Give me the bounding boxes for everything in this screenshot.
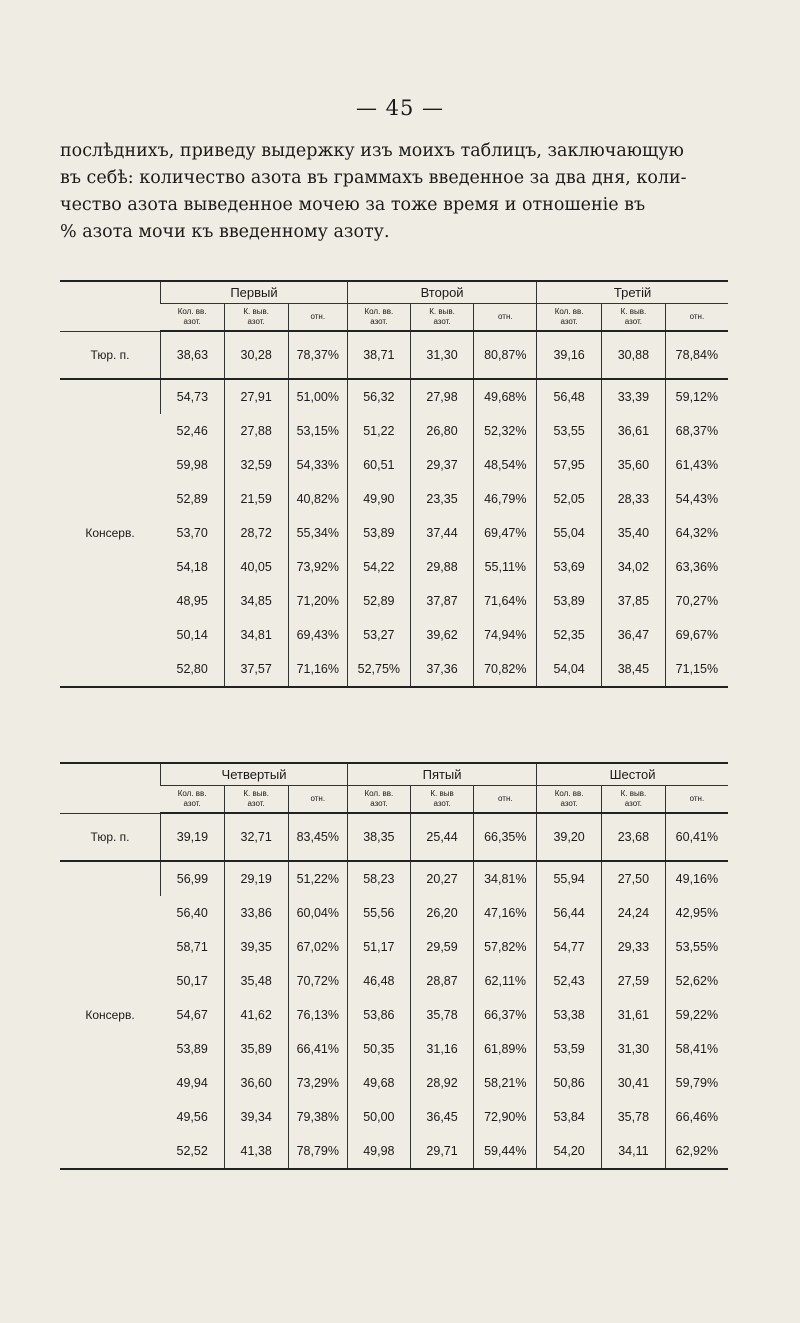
table-cell: 37,87 (410, 584, 474, 618)
table-cell: 61,89% (474, 1032, 537, 1066)
column-header (161, 786, 225, 814)
table-cell: 54,73 (161, 379, 225, 414)
column-header-line: азот. (624, 317, 642, 326)
table-cell: 71,15% (665, 652, 728, 687)
intro-paragraph (60, 138, 728, 246)
table-cell: 39,16 (537, 331, 602, 379)
table-cell: 55,56 (348, 896, 411, 930)
table-row (60, 964, 728, 998)
corner-cell (60, 281, 161, 331)
table-row (60, 618, 728, 652)
table-cell: 24,24 (602, 896, 666, 930)
column-header-line: азот. (560, 799, 578, 808)
page-number: — 45 — (355, 96, 445, 120)
table-cell: 38,71 (347, 331, 410, 379)
table-cell: 54,77 (537, 930, 602, 964)
table-cell: 71,20% (288, 584, 347, 618)
nitrogen-table-1 (60, 280, 728, 688)
column-header (537, 304, 602, 332)
table-cell: 28,33 (602, 482, 666, 516)
table-row (60, 861, 728, 896)
table-cell: 52,35 (537, 618, 602, 652)
table-cell: 31,61 (602, 998, 666, 1032)
group-header: Третій (537, 281, 728, 304)
table-cell: 51,00% (288, 379, 347, 414)
table-cell: 35,78 (410, 998, 474, 1032)
table-cell: 36,47 (602, 618, 666, 652)
table-cell: 31,30 (410, 331, 474, 379)
group-header: Шестой (537, 763, 728, 786)
subheader-row (60, 786, 728, 814)
table-cell: 60,51 (347, 448, 410, 482)
table-cell: 52,52 (176, 1144, 208, 1158)
table-row (60, 1066, 728, 1100)
table-cell: 36,45 (410, 1100, 474, 1134)
table-cell: 31,30 (602, 1032, 666, 1066)
subheader-row (60, 304, 728, 332)
table-cell: 60,04% (288, 896, 347, 930)
column-header-line: К. выв. (243, 307, 269, 316)
table-row (60, 482, 728, 516)
table-cell: 54,67 (176, 1008, 208, 1022)
table-cell: 53,89 (347, 516, 410, 550)
column-header-line: отн. (689, 312, 705, 321)
table-cell: 73,92% (288, 550, 347, 584)
table-cell: 78,37% (288, 331, 347, 379)
table-cell: 68,37% (665, 414, 728, 448)
table-cell: 41,62 (224, 998, 288, 1032)
table-cell: 37,57 (224, 652, 288, 687)
table-cell: 71,64% (474, 584, 537, 618)
table-cell: 53,59 (537, 1032, 602, 1066)
column-header-line: азот. (370, 799, 388, 808)
table-cell: 29,59 (410, 930, 474, 964)
column-header (347, 304, 410, 332)
table-cell: 59,79% (665, 1066, 728, 1100)
table-cell: 53,15% (288, 414, 347, 448)
column-header-line: отн. (689, 794, 705, 803)
table-cell: 50,35 (348, 1032, 411, 1066)
table-cell: 52,75% (347, 652, 410, 687)
column-header (348, 786, 411, 814)
column-header-line: отн. (310, 794, 326, 803)
table-cell: 79,38% (288, 1100, 347, 1134)
row-label-tyr: Тюр. п. (60, 331, 161, 379)
table-cell: 34,85 (224, 584, 288, 618)
column-header (288, 304, 347, 332)
table-cell: 78,79% (288, 1134, 347, 1169)
table-cell: 54,20 (537, 1134, 602, 1169)
column-header-line: азот. (433, 799, 451, 808)
table-cell: 29,37 (410, 448, 474, 482)
table-cell: 31,16 (410, 1032, 474, 1066)
table-cell: 56,48 (537, 379, 602, 414)
table-cell: 63,36% (665, 550, 728, 584)
table-cell: 34,11 (602, 1134, 666, 1169)
table-cell: 38,45 (602, 652, 666, 687)
table-cell: 27,59 (602, 964, 666, 998)
table-row (60, 998, 728, 1032)
table-cell: 54,43% (665, 482, 728, 516)
table-cell: 29,88 (410, 550, 474, 584)
column-header-line: отн. (498, 794, 513, 803)
column-header-line: Кол. вв. (177, 307, 207, 316)
table-cell: 26,20 (410, 896, 474, 930)
table-cell: 26,80 (410, 414, 474, 448)
table-cell: 29,33 (602, 930, 666, 964)
table-cell: 60,41% (665, 813, 728, 861)
column-header (288, 786, 347, 814)
column-header-line: Кол. вв. (364, 789, 394, 798)
nitrogen-table-2 (60, 762, 728, 1170)
column-header-line: К. выв. (243, 789, 269, 798)
table-cell: 53,70 (176, 526, 208, 540)
table-row (60, 1032, 728, 1066)
column-header-line: Кол. вв. (554, 789, 584, 798)
table-row (60, 550, 728, 584)
table-row (60, 379, 728, 414)
column-header (602, 786, 666, 814)
table-cell: 69,67% (665, 618, 728, 652)
table-cell: 62,11% (474, 964, 537, 998)
table-cell: 76,13% (288, 998, 347, 1032)
table-cell: 53,86 (348, 998, 411, 1032)
table-cell: 56,40 (176, 906, 208, 920)
column-header-line: азот. (560, 317, 578, 326)
table-cell: 58,71 (176, 940, 208, 954)
table-cell: 40,05 (224, 550, 288, 584)
table-cell: 53,89 (537, 584, 602, 618)
table-cell: 70,27% (665, 584, 728, 618)
table-cell: 49,90 (347, 482, 410, 516)
row-label-konserv: Консерв. (85, 526, 135, 540)
table-cell: 58,41% (665, 1032, 728, 1066)
table-row (60, 930, 728, 964)
table-cell: 27,88 (224, 414, 288, 448)
table-cell: 58,21% (474, 1066, 537, 1100)
paragraph-line: въ себѣ: количество азота въ граммахъ введенное за два дня, коли- (60, 168, 687, 188)
table-cell: 54,33% (288, 448, 347, 482)
table-cell: 34,81 (224, 618, 288, 652)
paragraph-line: чество азота выведенное мочею за тоже время и отношеніе въ (60, 195, 646, 215)
table-cell: 59,12% (665, 379, 728, 414)
table-cell: 67,02% (288, 930, 347, 964)
group-header: Первый (161, 281, 348, 304)
table-cell: 55,04 (537, 516, 602, 550)
table-cell: 34,81% (474, 861, 537, 896)
table-cell: 54,18 (176, 560, 208, 574)
table-cell: 28,87 (410, 964, 474, 998)
table-cell: 66,37% (474, 998, 537, 1032)
table-cell: 23,35 (410, 482, 474, 516)
column-header-line: К. выв. (620, 789, 647, 798)
table-cell: 58,23 (348, 861, 411, 896)
table-cell: 35,40 (602, 516, 666, 550)
column-header-line: отн. (310, 312, 326, 321)
column-header-line: Кол. вв. (364, 307, 394, 316)
table-cell: 51,17 (348, 930, 411, 964)
table-cell: 27,50 (602, 861, 666, 896)
table-cell: 69,47% (474, 516, 537, 550)
table-cell: 69,43% (288, 618, 347, 652)
table-cell: 50,14 (176, 628, 208, 642)
table-cell: 52,05 (537, 482, 602, 516)
table-cell: 55,11% (474, 550, 537, 584)
column-header (602, 304, 666, 332)
row-label-tyr: Тюр. п. (60, 813, 161, 861)
table-cell: 33,86 (224, 896, 288, 930)
table-cell: 56,44 (537, 896, 602, 930)
group-header-row (60, 763, 728, 786)
table-cell: 36,61 (602, 414, 666, 448)
tyr-row (60, 813, 728, 861)
table-cell: 48,95 (176, 594, 208, 608)
table-cell: 49,68% (474, 379, 537, 414)
table-cell: 52,80 (176, 662, 208, 676)
table-cell: 29,19 (224, 861, 288, 896)
table-cell: 50,00 (348, 1100, 411, 1134)
table-cell: 71,16% (288, 652, 347, 687)
table-cell: 57,95 (537, 448, 602, 482)
table-cell: 29,71 (410, 1134, 474, 1169)
table-cell: 66,35% (474, 813, 537, 861)
table-cell: 38,63 (161, 331, 225, 379)
table-cell: 53,55 (537, 414, 602, 448)
table-cell: 52,43 (537, 964, 602, 998)
table-row (60, 516, 728, 550)
column-header-line: К. выв. (620, 307, 647, 316)
paragraph-line: послѣднихъ, приведу выдержку изъ моихъ таблицъ, заключающую (60, 141, 684, 161)
table-cell: 27,91 (224, 379, 288, 414)
table-cell: 28,92 (410, 1066, 474, 1100)
table-cell: 49,16% (665, 861, 728, 896)
column-header-line: азот. (624, 799, 642, 808)
table-row (60, 896, 728, 930)
table-cell: 57,82% (474, 930, 537, 964)
table-cell: 50,17 (176, 974, 208, 988)
table-row (60, 1100, 728, 1134)
table-cell: 52,46 (176, 424, 208, 438)
table-cell: 56,32 (347, 379, 410, 414)
column-header (410, 786, 474, 814)
column-header (224, 786, 288, 814)
column-header-line: азот. (183, 799, 201, 808)
table-cell: 32,59 (224, 448, 288, 482)
table-cell: 25,44 (410, 813, 474, 861)
table-row (60, 584, 728, 618)
table-cell: 37,44 (410, 516, 474, 550)
column-header (537, 786, 602, 814)
column-header-line: азот. (247, 317, 265, 326)
table-cell: 35,60 (602, 448, 666, 482)
table-cell: 70,72% (288, 964, 347, 998)
column-header (665, 304, 728, 332)
table-cell: 32,71 (224, 813, 288, 861)
row-label-konserv: Консерв. (85, 1008, 135, 1022)
table-cell: 54,04 (537, 652, 602, 687)
table-cell: 37,36 (410, 652, 474, 687)
table-cell: 74,94% (474, 618, 537, 652)
group-header: Второй (347, 281, 536, 304)
table-row (60, 1134, 728, 1169)
table-cell: 55,34% (288, 516, 347, 550)
column-header-line: Кол. вв. (177, 789, 207, 798)
column-header (161, 304, 225, 332)
table-cell: 42,95% (665, 896, 728, 930)
group-header: Пятый (348, 763, 537, 786)
table-cell: 35,89 (224, 1032, 288, 1066)
table-cell: 35,48 (224, 964, 288, 998)
table-cell: 53,69 (537, 550, 602, 584)
table-cell: 59,22% (665, 998, 728, 1032)
column-header (410, 304, 474, 332)
column-header (224, 304, 288, 332)
table-cell: 39,34 (224, 1100, 288, 1134)
table-cell: 23,68 (602, 813, 666, 861)
column-header-line: К. выв (430, 789, 454, 798)
table-cell: 49,94 (176, 1076, 208, 1090)
table-cell: 73,29% (288, 1066, 347, 1100)
column-header-line: азот. (183, 317, 201, 326)
table-cell: 64,32% (665, 516, 728, 550)
table-cell: 46,48 (348, 964, 411, 998)
table-cell: 53,89 (176, 1042, 208, 1056)
table-cell: 51,22 (347, 414, 410, 448)
table-cell: 83,45% (288, 813, 347, 861)
tyr-row (60, 331, 728, 379)
table-cell: 27,98 (410, 379, 474, 414)
table-cell: 56,99 (161, 861, 225, 896)
table-cell: 47,16% (474, 896, 537, 930)
table-cell: 39,35 (224, 930, 288, 964)
table-cell: 51,22% (288, 861, 347, 896)
group-header-row (60, 281, 728, 304)
table-cell: 40,82% (288, 482, 347, 516)
column-header-line: азот. (433, 317, 451, 326)
column-header-line: азот. (370, 317, 388, 326)
table-cell: 49,98 (348, 1134, 411, 1169)
table-cell: 38,35 (348, 813, 411, 861)
table-cell: 80,87% (474, 331, 537, 379)
corner-cell (60, 763, 161, 813)
table-row (60, 652, 728, 687)
table-cell: 21,59 (224, 482, 288, 516)
column-header-line: азот. (247, 799, 265, 808)
table-cell: 52,89 (347, 584, 410, 618)
column-header-line: отн. (498, 312, 513, 321)
table-cell: 30,88 (602, 331, 666, 379)
table-cell: 53,38 (537, 998, 602, 1032)
paragraph-line: % азота мочи къ введенному азоту. (60, 222, 390, 242)
table-cell: 52,89 (176, 492, 208, 506)
table-cell: 46,79% (474, 482, 537, 516)
table-cell: 35,78 (602, 1100, 666, 1134)
table-cell: 39,62 (410, 618, 474, 652)
table-cell: 33,39 (602, 379, 666, 414)
column-header (665, 786, 728, 814)
table-cell: 28,72 (224, 516, 288, 550)
table-cell: 49,68 (348, 1066, 411, 1100)
table-cell: 59,98 (176, 458, 208, 472)
table-cell: 62,92% (665, 1134, 728, 1169)
table-cell: 50,86 (537, 1066, 602, 1100)
table-cell: 48,54% (474, 448, 537, 482)
table-cell: 36,60 (224, 1066, 288, 1100)
table-cell: 55,94 (537, 861, 602, 896)
table-cell: 59,44% (474, 1134, 537, 1169)
table-cell: 30,41 (602, 1066, 666, 1100)
table-cell: 37,85 (602, 584, 666, 618)
table-cell: 39,19 (161, 813, 225, 861)
group-header: Четвертый (161, 763, 348, 786)
table-cell: 52,32% (474, 414, 537, 448)
table-cell: 61,43% (665, 448, 728, 482)
table-row (60, 448, 728, 482)
table-cell: 53,27 (347, 618, 410, 652)
table-cell: 53,55% (665, 930, 728, 964)
table-cell: 34,02 (602, 550, 666, 584)
column-header-line: Кол. вв. (554, 307, 584, 316)
table-cell: 52,62% (665, 964, 728, 998)
column-header (474, 786, 537, 814)
table-cell: 41,38 (224, 1134, 288, 1169)
table-cell: 54,22 (347, 550, 410, 584)
table-cell: 66,41% (288, 1032, 347, 1066)
table-cell: 39,20 (537, 813, 602, 861)
table-cell: 30,28 (224, 331, 288, 379)
table-cell: 66,46% (665, 1100, 728, 1134)
table-cell: 70,82% (474, 652, 537, 687)
table-row (60, 414, 728, 448)
column-header (474, 304, 537, 332)
table-cell: 78,84% (665, 331, 728, 379)
table-cell: 53,84 (537, 1100, 602, 1134)
table-cell: 20,27 (410, 861, 474, 896)
table-cell: 49,56 (176, 1110, 208, 1124)
column-header-line: К. выв. (429, 307, 455, 316)
table-cell: 72,90% (474, 1100, 537, 1134)
